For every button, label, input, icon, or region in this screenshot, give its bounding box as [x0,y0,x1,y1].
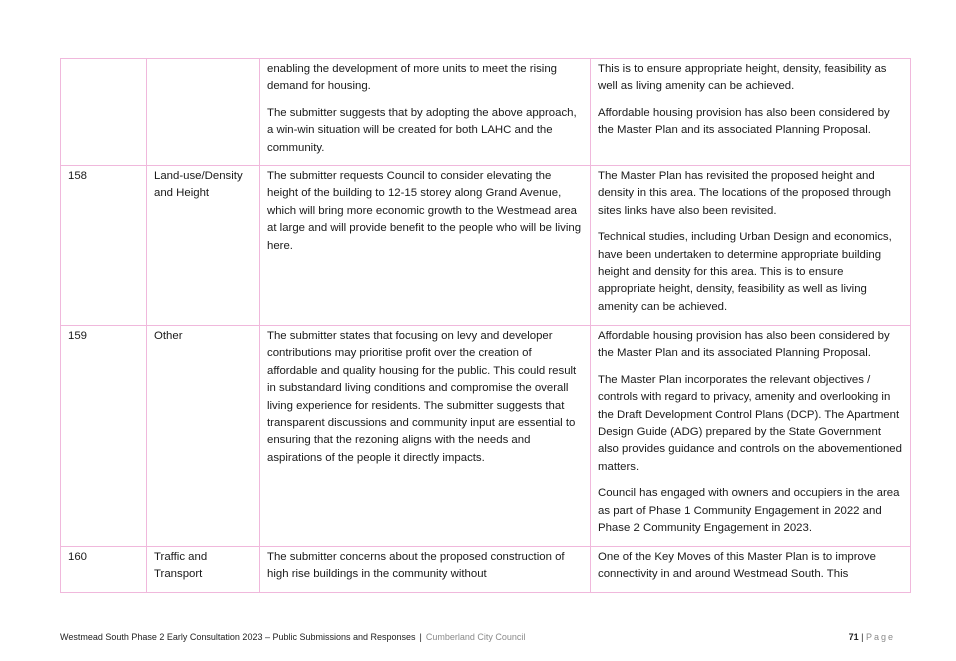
table-row [61,59,911,166]
submission-topic: Other [147,326,260,547]
footer-left [60,632,525,642]
submission-paragraph: The submitter requests Council to consider elevating the height of the building to 12-15 storey along Grand Avenue, which will bring more economic growth to the Westmead area at large and will provide benefit to the people who will be living here. [267,170,582,252]
response-paragraph: Affordable housing provision has also been considered by the Master Plan and its associated Planning Proposal. [598,106,890,137]
submission-paragraph: The submitter concerns about the proposed construction of high rise buildings in the community without [267,551,565,581]
response-paragraph: One of the Key Moves of this Master Plan is to improve connectivity in and around Westmead South. This [598,551,876,581]
page-label: Page [865,632,895,642]
council-response [591,547,911,593]
submission-summary [260,326,591,547]
submission-summary [260,59,591,166]
submissions-table [60,58,911,593]
submission-paragraph: The submitter states that focusing on levy and developer contributions may prioritise profit over the creation of affordable and quality housing for the public. This could result in substandard living conditions and compromise the overall living experience for residents. The submitter suggests that transparent discussions and community input are essential to ensuring that the rezoning aligns with the needs and aspirations of the people it directly impacts. [267,330,577,464]
response-paragraph: The Master Plan incorporates the relevant objectives / controls with regard to privacy, amenity and overlooking in the Draft Development Control Plans (DCP). The Apartment Design Guide (ADG) prepared by the State Government also provides guidance and controls on the abovementioned matters. [598,373,902,473]
table-row [61,547,911,593]
submission-paragraph: The submitter suggests that by adopting the above approach, a win-win situation will be created for both LAHC and the community. [267,106,577,154]
page-separator: | [861,632,864,642]
submission-number: 159 [61,326,147,547]
submission-summary [260,166,591,326]
response-paragraph: This is to ensure appropriate height, density, feasibility as well as living amenity can be achieved. [598,63,887,93]
footer-separator: | [419,632,422,642]
footer-page-info [849,632,895,642]
submission-topic [147,59,260,166]
response-paragraph: Council has engaged with owners and occupiers in the area as part of Phase 1 Community Engagement in 2022 and Phase 2 Community Engagement in 2023. [598,487,900,535]
submission-number [61,59,147,166]
response-paragraph: The Master Plan has revisited the proposed height and density in this area. The locations of the proposed through sites links have also been revisited. [598,170,891,217]
submission-number: 160 [61,547,147,593]
response-paragraph: Technical studies, including Urban Design and economics, have been undertaken to determine appropriate building height and density for this area. This is to ensure appropriate height, density, feasibility as well as living amenity can be achieved. [598,231,892,313]
council-response [591,166,911,326]
table-row [61,326,911,547]
council-response [591,326,911,547]
table-row [61,166,911,326]
submission-topic: Traffic and Transport [147,547,260,593]
footer-council-name: Cumberland City Council [425,632,526,642]
page-number: 71 [848,632,859,642]
submission-number: 158 [61,166,147,326]
submission-paragraph: enabling the development of more units to meet the rising demand for housing. [267,63,557,93]
response-paragraph: Affordable housing provision has also been considered by the Master Plan and its associated Planning Proposal. [598,330,890,360]
submission-summary [260,547,591,593]
council-response [591,59,911,166]
footer-document-title: Westmead South Phase 2 Early Consultation 2023 – Public Submissions and Responses [60,632,416,642]
submission-topic: Land-use/Density and Height [147,166,260,326]
